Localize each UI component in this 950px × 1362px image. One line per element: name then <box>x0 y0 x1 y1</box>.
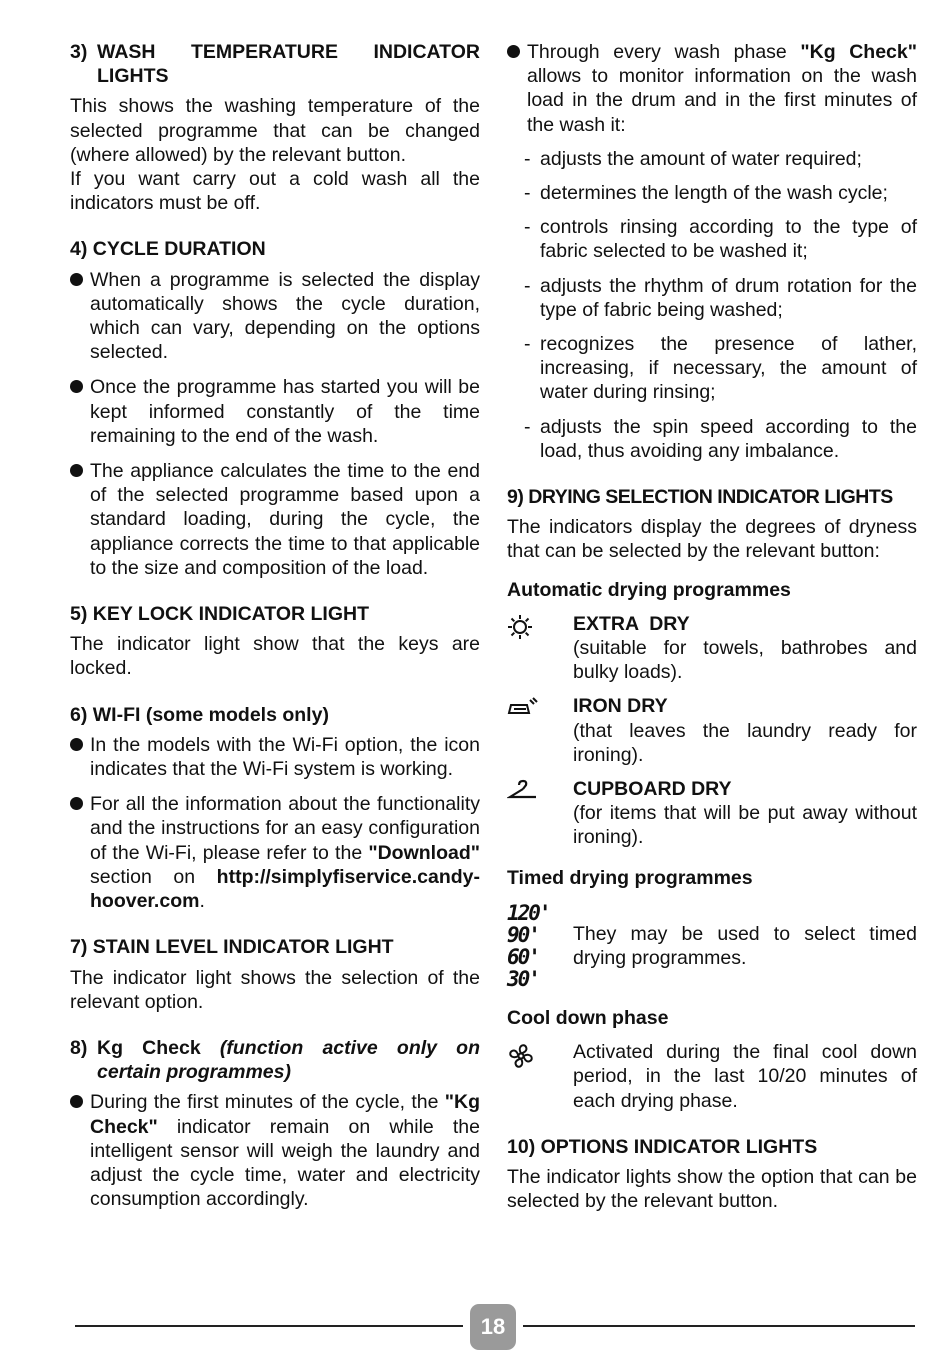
bullet-item: The appliance calculates the time to the end of the selected programme based upon a standard loading, during the cycle, the appliance corrects the time to that applicable to the size and composition of the load. <box>70 459 480 580</box>
support-url[interactable]: http://simplyfiservice.candy-hoover.com <box>90 865 480 913</box>
dash-item: - adjusts the amount of water required; <box>507 147 917 171</box>
bullet-item: When a programme is selected the display automatically shows the cycle duration, which can vary, depending on the options selected. <box>70 268 480 365</box>
bullet-item: In the models with the Wi-Fi option, the icon indicates that the Wi-Fi system is working. <box>70 733 480 781</box>
bullet-text: . <box>199 890 205 913</box>
hanger-icon <box>507 777 573 850</box>
dash-item: - recognizes the presence of lather, increasing, if necessary, the amount of water during rinsing; <box>507 332 917 405</box>
bullet-item: Once the programme has started you will be kept informed constantly of the time remaining to the end of the wash. <box>70 375 480 448</box>
section-10-heading: 10) OPTIONS INDICATOR LIGHTS <box>507 1135 818 1158</box>
section-3-heading <box>70 40 480 88</box>
bullet-text: During the first minutes of the cycle, the <box>90 1091 445 1114</box>
section-4-heading: 4) CYCLE DURATION <box>70 238 266 261</box>
section-10-text: The indicator lights show the option that can be selected by the relevant button. <box>507 1165 917 1213</box>
footer-rule-left <box>75 1325 463 1327</box>
bullet-text: allows to monitor information on the wash load in the drum and in the first minutes of the wash it: <box>527 65 917 136</box>
iron-dry-row <box>507 694 917 767</box>
iron-icon <box>507 694 573 767</box>
timer-120-icon: 120' <box>507 900 550 925</box>
cupboard-dry-title: CUPBOARD DRY <box>573 778 732 801</box>
section-8-heading <box>70 1036 480 1084</box>
section-6-heading: 6) WI-FI (some models only) <box>70 703 329 726</box>
timer-30-icon: 30' <box>507 966 539 991</box>
bullet-text: indicator remain on while the intelligent sensor will weigh the laundry and adjust the cycle time, water and electricity consumption accordingly. <box>90 1115 480 1211</box>
left-column <box>70 40 480 1211</box>
extra-dry-row <box>507 612 917 685</box>
section-3-text-cold: If you want carry out a cold wash all the indicators must be off. <box>70 168 480 215</box>
section-9-heading: 9) DRYING SELECTION INDICATOR LIGHTS <box>507 486 893 509</box>
kg-check-label: "Kg Check" <box>90 1091 480 1138</box>
section-number: 3) <box>70 41 88 63</box>
iron-dry-description: (that leaves the laundry ready for ironing). <box>573 719 917 766</box>
section-3-text: This shows the washing temperature of the selected programme that can be changed (where allowed) by the relevant button. <box>70 95 480 166</box>
section-title: Kg Check <box>97 1036 201 1059</box>
extra-dry-description: (suitable for towels, bathrobes and bulky loads). <box>573 637 917 684</box>
section-5-heading: 5) KEY LOCK INDICATOR LIGHT <box>70 603 370 626</box>
bullet-text: Through every wash phase <box>527 41 801 63</box>
section-7-text: The indicator light shows the selection of the relevant option. <box>70 966 480 1013</box>
section-note: (function active only on certain programmes) <box>97 1036 481 1084</box>
timer-icons <box>507 902 573 990</box>
dash-item: - adjusts the rhythm of drum rotation for the type of fabric being washed; <box>507 274 917 322</box>
right-column <box>507 40 917 1213</box>
timed-drying-heading: Timed drying programmes <box>507 866 753 889</box>
bullet-item-wifi-download <box>70 792 480 913</box>
dash-item: - adjusts the spin speed according to the load, thus avoiding any imbalance. <box>507 415 917 463</box>
dash-item: - determines the length of the wash cycle; <box>507 181 917 205</box>
extra-dry-title: EXTRA DRY <box>573 612 690 635</box>
fan-icon <box>507 1040 573 1113</box>
section-title: WASH TEMPERATURE INDICATOR LIGHTS <box>97 41 480 88</box>
page-number: 18 <box>470 1304 516 1350</box>
timer-60-icon: 60' <box>507 944 539 969</box>
section-7-heading: 7) STAIN LEVEL INDICATOR LIGHT <box>70 936 394 959</box>
iron-dry-title: IRON DRY <box>573 695 668 718</box>
cool-down-heading: Cool down phase <box>507 1006 669 1029</box>
section-9-text: The indicators display the degrees of dryness that can be selected by the relevant button: <box>507 516 917 563</box>
cool-down-row <box>507 1040 917 1113</box>
download-label: "Download" <box>368 841 480 864</box>
bullet-item <box>70 1090 480 1211</box>
timed-drying-description: They may be used to select timed drying programmes. <box>573 922 917 969</box>
bullet-text: For all the information about the functionality and the instructions for an easy configuration of the Wi-Fi, please refer to the <box>90 793 480 864</box>
timed-drying-row <box>507 902 917 990</box>
kg-check-label: "Kg Check" <box>800 41 917 63</box>
cool-down-description: Activated during the final cool down period, in the last 10/20 minutes of each drying phase. <box>573 1041 917 1112</box>
sun-icon <box>507 612 573 685</box>
timer-90-icon: 90' <box>507 922 539 947</box>
bullet-item-kg-check <box>507 40 917 137</box>
page-footer <box>0 1302 950 1352</box>
dash-item: - controls rinsing according to the type of fabric selected to be washed it; <box>507 215 917 263</box>
automatic-drying-heading: Automatic drying programmes <box>507 578 791 601</box>
footer-rule-right <box>523 1325 915 1327</box>
cupboard-dry-description: (for items that will be put away without ironing). <box>573 802 917 849</box>
bullet-text: section on <box>90 865 217 888</box>
cupboard-dry-row <box>507 777 917 850</box>
section-5-text: The indicator light show that the keys are locked. <box>70 633 480 680</box>
section-number: 8) <box>70 1036 88 1059</box>
